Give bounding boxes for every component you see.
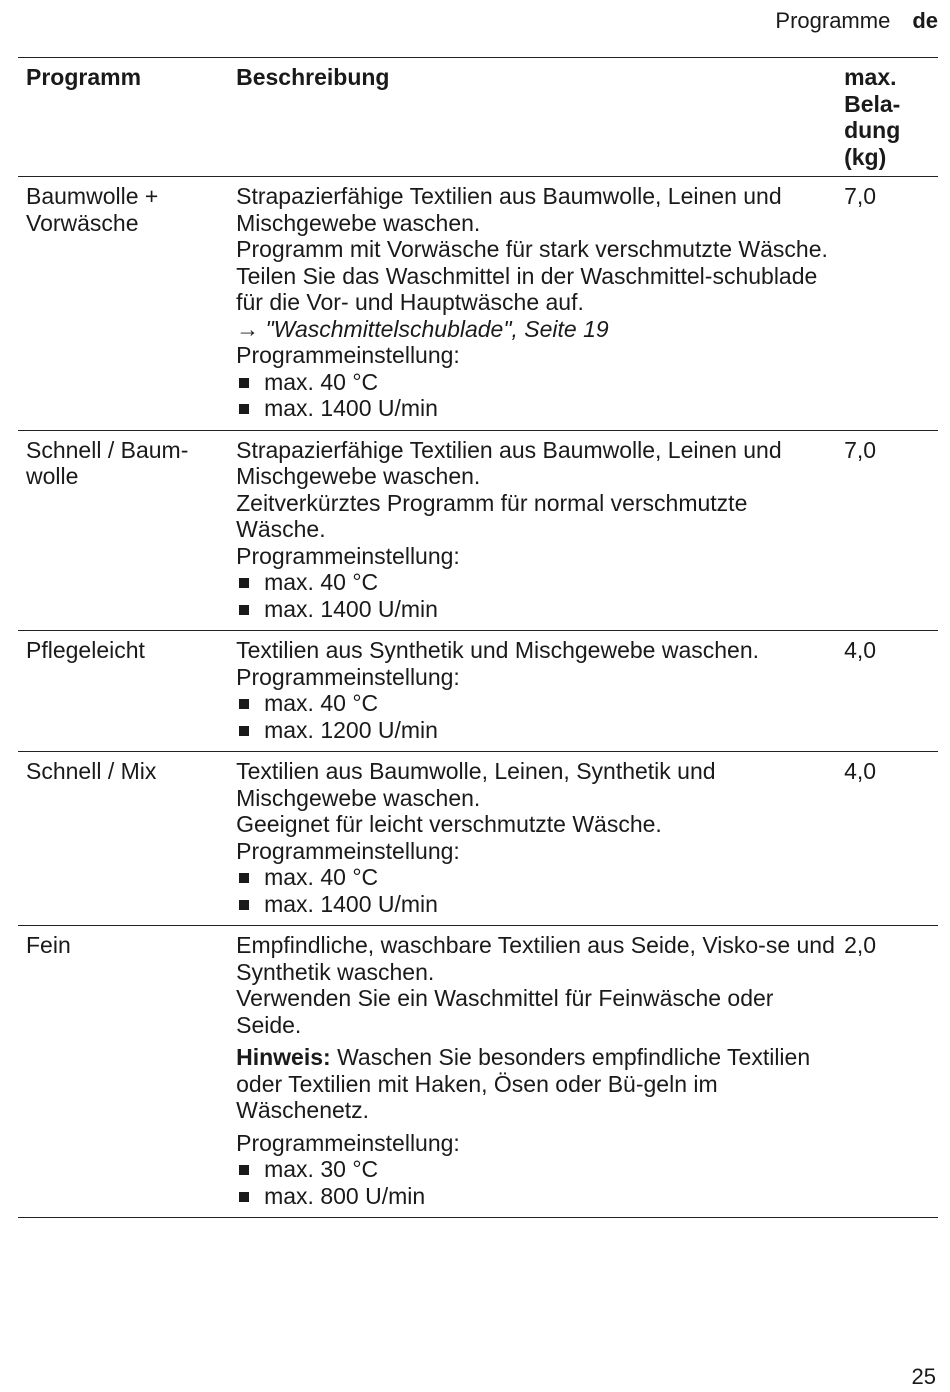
settings-list-item: max. 800 U/min (236, 1183, 836, 1210)
settings-list-item: max. 1400 U/min (236, 891, 836, 918)
section-title: Programme (775, 8, 891, 33)
program-name: Schnell / Baum-wolle (26, 436, 189, 489)
header-load-text: max. Bela-dung (kg) (844, 64, 901, 170)
table-row (18, 752, 938, 926)
settings-list-item: max. 1200 U/min (236, 717, 836, 744)
settings-list-item: max. 40 °C (236, 690, 836, 717)
table-row (18, 631, 938, 752)
description-line: Zeitverkürztes Programm für normal verschmutzte Wäsche. (236, 489, 748, 542)
settings-list (236, 369, 836, 422)
header-program: Programm (26, 64, 142, 90)
settings-list (236, 569, 836, 622)
settings-list (236, 1156, 836, 1209)
settings-label: Programmeinstellung: (236, 1129, 460, 1156)
note (236, 1044, 836, 1124)
table-body (18, 177, 938, 1218)
program-name: Baumwolle + Vorwäsche (26, 183, 159, 236)
note-text: Waschen Sie besonders empfindliche Textilien oder Textilien mit Haken, Ösen oder Bü-geln im Wäschenetz. (236, 1044, 811, 1123)
settings-list-item: max. 1400 U/min (236, 596, 836, 623)
program-description (236, 631, 844, 752)
settings-list-item: max. 40 °C (236, 569, 836, 596)
description-line: Textilien aus Synthetik und Mischgewebe waschen. (236, 637, 760, 663)
settings-list (236, 864, 836, 917)
program-name: Fein (26, 932, 71, 958)
settings-list (236, 690, 836, 743)
settings-label: Programmeinstellung: (236, 663, 460, 690)
max-load: 7,0 (844, 183, 877, 209)
settings-list-item: max. 1400 U/min (236, 395, 836, 422)
settings-label: Programmeinstellung: (236, 342, 460, 368)
note-label: Hinweis: (236, 1044, 331, 1070)
program-description (236, 752, 844, 926)
settings-label: Programmeinstellung: (236, 837, 460, 864)
description-line: Geeignet für leicht verschmutzte Wäsche. (236, 811, 662, 837)
table-row (18, 177, 938, 431)
language-code: de (912, 8, 938, 33)
settings-list-item: max. 40 °C (236, 369, 836, 396)
program-name: Schnell / Mix (26, 758, 157, 784)
settings-list-item: max. 30 °C (236, 1156, 836, 1183)
header-load (844, 58, 938, 177)
table-header-row (18, 58, 938, 177)
description-line: Empfindliche, waschbare Textilien aus Seide, Visko-se und Synthetik waschen. (236, 932, 835, 985)
settings-list-item: max. 40 °C (236, 864, 836, 891)
program-description (236, 177, 844, 431)
table-row (18, 926, 938, 1218)
description-line: Textilien aus Baumwolle, Leinen, Synthetik und Mischgewebe waschen. (236, 758, 716, 811)
page-number: 25 (911, 1364, 936, 1389)
cross-reference-link[interactable]: → "Waschmittelschublade", Seite 19 (236, 315, 609, 342)
max-load: 7,0 (844, 436, 877, 463)
settings-label: Programmeinstellung: (236, 542, 460, 569)
program-description (236, 430, 844, 631)
description-line: Strapazierfähige Textilien aus Baumwolle, Leinen und Mischgewebe waschen. (236, 183, 782, 236)
header-description: Beschreibung (236, 64, 390, 90)
program-name: Pflegeleicht (26, 637, 145, 663)
running-header (775, 8, 938, 34)
description-line: Teilen Sie das Waschmittel in der Waschmittel-schublade für die Vor- und Hauptwäsche auf. (236, 262, 818, 315)
description-line: Programm mit Vorwäsche für stark verschmutzte Wäsche. (236, 236, 828, 262)
program-description (236, 926, 844, 1218)
description-line: Strapazierfähige Textilien aus Baumwolle, Leinen und Mischgewebe waschen. (236, 436, 782, 489)
max-load: 2,0 (844, 932, 877, 958)
max-load: 4,0 (844, 637, 877, 663)
table-row (18, 430, 938, 631)
description-line: Verwenden Sie ein Waschmittel für Feinwäsche oder Seide. (236, 985, 774, 1038)
max-load: 4,0 (844, 758, 877, 784)
program-table (18, 57, 938, 1218)
